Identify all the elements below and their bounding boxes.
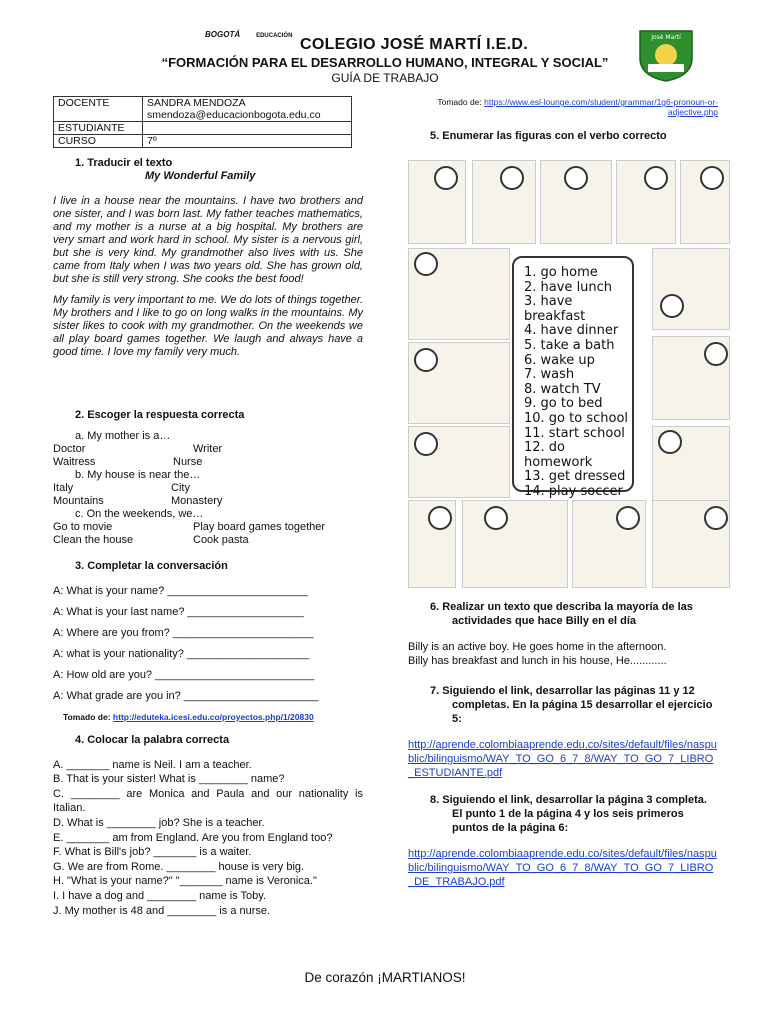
section-6	[408, 600, 718, 668]
clock-icon	[484, 506, 508, 530]
conversation-line[interactable]: A: How old are you? __________________________	[53, 669, 315, 681]
clock-icon	[428, 506, 452, 530]
verb-item: 11. start school	[524, 425, 625, 441]
right-source-label: Tomado de:	[437, 97, 482, 107]
section-8	[408, 793, 718, 889]
conversation-line[interactable]: A: what is your nationality? ____________________	[53, 648, 310, 660]
crest-text: José Martí	[651, 34, 681, 41]
question-a: a. My mother is a…	[75, 430, 171, 442]
verb-item: 12. do homework	[524, 440, 593, 470]
clock-icon	[500, 166, 524, 190]
workbook-link[interactable]: http://aprende.colombiaaprende.edu.co/sites/default/files/naspublic/bilinguismo/WAY_TO_GO_6_7_8/WAY_TO_GO_7_LIBRO_DE_TRABAJO.pdf	[408, 848, 717, 888]
institution-logos	[205, 30, 292, 41]
verb-item: 6. wake up	[524, 352, 595, 368]
verb-list	[512, 256, 634, 499]
section-6-title: 6. Realizar un texto que describa la mayoría de las actividades que hace Billy en el día	[430, 601, 693, 627]
section-4	[53, 733, 363, 918]
exercise-line[interactable]: E. _______ am from England. Are you from England too?	[53, 831, 333, 844]
picture-cell	[462, 500, 568, 588]
curso-label: CURSO	[54, 135, 143, 148]
section-2	[53, 409, 363, 547]
exercise-line[interactable]: C. ________ are Monica and Paula and our nationality is Italian.	[53, 787, 363, 815]
document-type: GUÍA DE TRABAJO	[331, 71, 439, 85]
section-3-title: 3. Completar la conversación	[75, 560, 228, 572]
source-link[interactable]: http://eduteka.icesi.edu.co/proyectos.php/1/20830	[112, 712, 314, 722]
text-paragraph-1: I live in a house near the mountains. I have two brothers and one sister, and I was born last. My father teaches mathematics, and my mother is a nurse at a big hospital. My brothers are very smart and work hard in school. My sister is a nervous girl, but she is very kind. My grandmother also lives with us. She came from Italy when I was two years old. She has grown old, but she is still very strong. She cooks the best food!	[53, 195, 363, 285]
option-italy[interactable]: Italy	[53, 482, 74, 494]
verb-item: 9. go to bed	[524, 396, 603, 412]
clock-icon	[434, 166, 458, 190]
conversation-line[interactable]: A: What is your last name? ___________________	[53, 606, 304, 618]
school-name: COLEGIO JOSÉ MARTÍ I.E.D.	[300, 36, 528, 53]
option-writer[interactable]: Writer	[193, 443, 223, 455]
section-8-title: 8. Siguiendo el link, desarrollar la página 3 completa. El punto 1 de la página 4 y los seis primeros puntos de la página 6:	[430, 794, 707, 834]
clock-icon	[414, 252, 438, 276]
clock-icon	[700, 166, 724, 190]
bogota-logo-text: BOGOTÁ	[205, 30, 241, 39]
clock-icon	[704, 342, 728, 366]
option-nurse[interactable]: Nurse	[173, 456, 203, 468]
question-b: b. My house is near the…	[75, 469, 201, 481]
section-6-line-1[interactable]: Billy is an active boy. He goes home in the afternoon.	[408, 641, 667, 653]
section-7-title: 7. Siguiendo el link, desarrollar las páginas 11 y 12 completas. En la página 15 desarrollar el ejercicio 5:	[430, 685, 713, 725]
exercise-line[interactable]: A. _______ name is Neil. I am a teacher.	[53, 758, 252, 771]
clock-icon	[564, 166, 588, 190]
option-board-games[interactable]: Play board games together	[193, 521, 326, 533]
section-5-title: 5. Enumerar las figuras con el verbo correcto	[430, 130, 667, 142]
curso-value: 7º	[143, 135, 352, 148]
verb-item: 3. have breakfast	[524, 294, 586, 324]
option-clean-house[interactable]: Clean the house	[53, 534, 134, 546]
footer-motto: De corazón ¡MARTIANOS!	[304, 970, 466, 985]
school-motto: “FORMACIÓN PARA EL DESARROLLO HUMANO, INTEGRAL Y SOCIAL”	[161, 55, 609, 70]
clock-icon	[660, 294, 684, 318]
student-info-table	[53, 96, 352, 148]
exercise-line[interactable]: D. What is ________ job? She is a teacher.	[53, 816, 265, 829]
option-cook-pasta[interactable]: Cook pasta	[193, 534, 249, 546]
clock-icon	[414, 432, 438, 456]
option-go-to-movie[interactable]: Go to movie	[53, 521, 113, 533]
source-label: Tomado de:	[63, 712, 111, 722]
text-paragraph-2: My family is very important to me. We do lots of things together. My brothers and I like to go on long walks in the mountains. My sister likes to cook with my grandmother. On the weekends we all play board games together. We laugh and always have a good time. I love my family very much.	[53, 294, 363, 358]
clock-icon	[644, 166, 668, 190]
exercise-line[interactable]: G. We are from Rome. ________ house is very big.	[53, 860, 305, 873]
docente-name: SANDRA MENDOZA	[147, 97, 246, 109]
section-6-line-2[interactable]: Billy has breakfast and lunch in his house, He............	[408, 655, 667, 667]
verb-item: 4. have dinner	[524, 323, 619, 339]
estudiante-value[interactable]	[143, 122, 352, 135]
school-crest-icon	[636, 28, 696, 82]
docente-value	[143, 97, 352, 122]
section-3	[53, 560, 363, 724]
exercise-line[interactable]: H. "What is your name?" "_______ name is Veronica."	[53, 875, 317, 888]
docente-label: DOCENTE	[54, 97, 143, 122]
question-c: c. On the weekends, we…	[75, 508, 204, 520]
verb-item: 13. get dressed	[524, 469, 626, 485]
section-4-title: 4. Colocar la palabra correcta	[75, 734, 230, 746]
exercise-line[interactable]: F. What is Bill's job? _______ is a waiter.	[53, 846, 252, 859]
option-waitress[interactable]: Waitress	[53, 456, 96, 468]
verb-item: 5. take a bath	[524, 337, 615, 353]
verb-item: 10. go to school	[524, 410, 629, 426]
clock-icon	[658, 430, 682, 454]
clock-icon	[414, 348, 438, 372]
exercise-line[interactable]: J. My mother is 48 and ________ is a nurse.	[53, 904, 271, 917]
section-2-title: 2. Escoger la respuesta correcta	[75, 409, 245, 421]
section-1	[53, 157, 363, 359]
exercise-line[interactable]: I. I have a dog and ________ name is Toby.	[53, 889, 267, 902]
option-doctor[interactable]: Doctor	[53, 443, 86, 455]
clock-icon	[704, 506, 728, 530]
right-source	[436, 97, 718, 117]
section-7	[408, 684, 718, 780]
verb-item: 7. wash	[524, 367, 575, 383]
right-source-link[interactable]: https://www.esl-lounge.com/student/grammar/1g6-pronoun-or-adjective.php	[484, 97, 718, 117]
section-1-title: 1. Traducir el texto	[75, 157, 173, 169]
conversation-line[interactable]: A: Where are you from? _______________________	[53, 627, 314, 639]
verb-item: 1. go home	[524, 265, 598, 280]
docente-email: smendoza@educacionbogota.edu.co	[147, 109, 321, 121]
picture-cell	[652, 248, 730, 330]
conversation-line[interactable]: A: What grade are you in? ______________________	[53, 690, 319, 702]
conversation-line[interactable]: A: What is your name? _______________________	[53, 585, 309, 597]
option-city[interactable]: City	[171, 482, 190, 494]
text-title: My Wonderful Family	[145, 170, 256, 182]
estudiante-label: ESTUDIANTE	[54, 122, 143, 135]
verb-item: 14. play soccer	[524, 483, 623, 499]
verb-item: 8. watch TV	[524, 381, 601, 397]
clock-icon	[616, 506, 640, 530]
student-book-link[interactable]: http://aprende.colombiaaprende.edu.co/sites/default/files/naspublic/bilinguismo/WAY_TO_GO_6_7_8/WAY_TO_GO_7_LIBRO_ESTUDIANTE.pdf	[408, 739, 717, 779]
option-mountains[interactable]: Mountains	[53, 495, 104, 507]
option-monastery[interactable]: Monastery	[171, 495, 223, 507]
educacion-logo-text: EDUCACIÓN	[256, 33, 293, 39]
exercise-line[interactable]: B. That is your sister! What is ________ name?	[53, 773, 285, 786]
daily-routine-illustration	[408, 160, 728, 586]
verb-item: 2. have lunch	[524, 279, 613, 295]
